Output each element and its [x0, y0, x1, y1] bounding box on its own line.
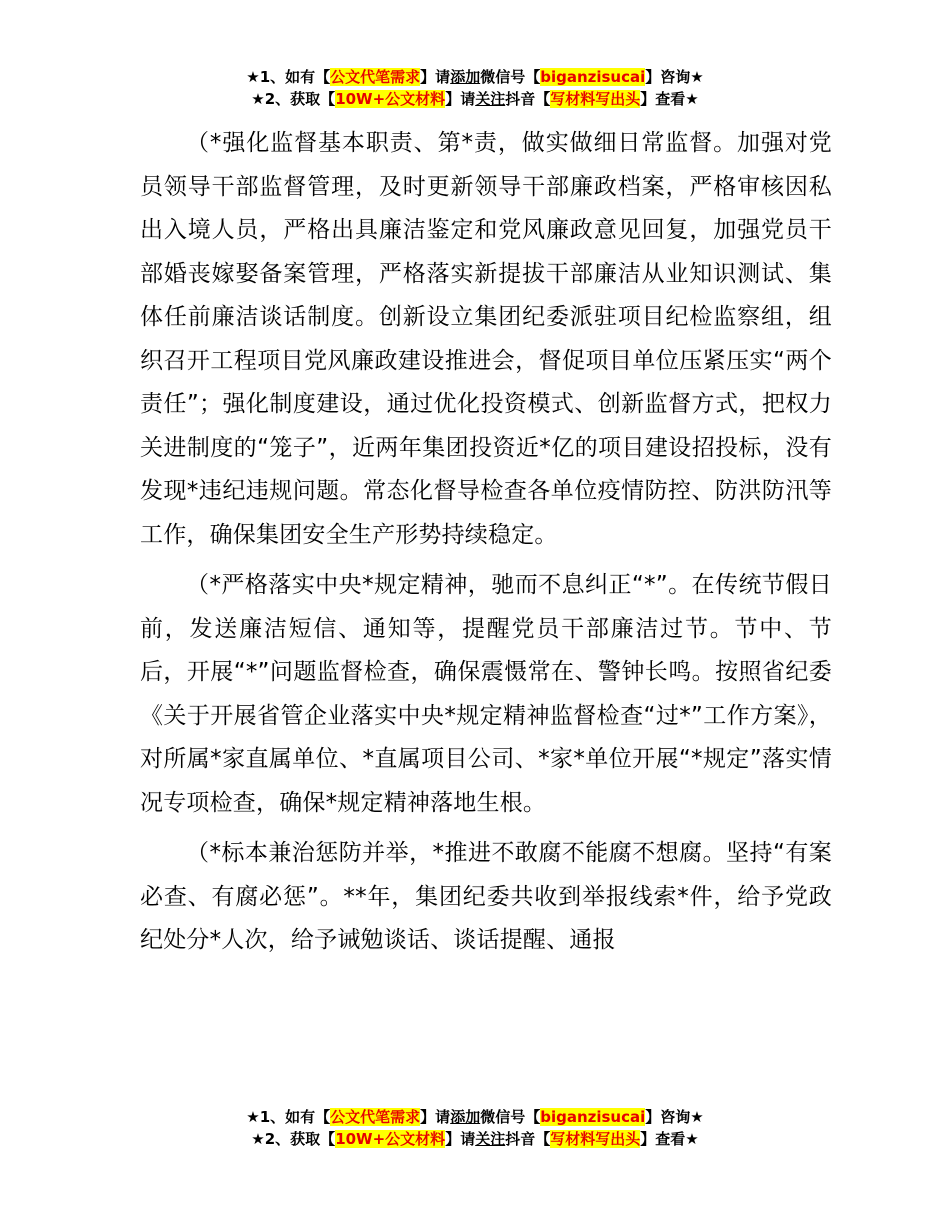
- highlight-douyin: 写材料写出头: [550, 90, 641, 108]
- document-body: [140, 122, 832, 970]
- highlight-materials: 10W+公文材料: [335, 1130, 446, 1148]
- paragraph-2: （*严格落实中央*规定精神，驰而不息纠正“*”。在传统节假日前，发送廉洁短信、通知等，提醒党员干部廉洁过节。节中、节后，开展“*”问题监督检查，确保震慑常在、警钟长鸣。按照省纪委《关于开展省管企业落实中央*规定精神监督检查“过*”工作方案》，对所属*家直属单位、*直属项目公司、*家*单位开展“*规定”落实情况专项检查，确保*规定精神落地生根。: [140, 572, 832, 816]
- banner-line-2: ★2、获取【10W+公文材料】请关注抖音【写材料写出头】查看★: [251, 1130, 699, 1148]
- highlight-service: 公文代笔需求: [330, 1108, 421, 1126]
- highlight-service: 公文代笔需求: [330, 68, 421, 86]
- paragraph-3: （*标本兼治惩防并举，*推进不敢腐不能腐不想腐。坚持“有案必查、有腐必惩”。**年，集团纪委共收到举报线索*件，给予党政纪处分*人次，给予诫勉谈话、谈话提醒、通报: [140, 840, 832, 953]
- footer-banner: [0, 1106, 950, 1150]
- banner-line-2: ★2、获取【10W+公文材料】请关注抖音【写材料写出头】查看★: [251, 90, 699, 108]
- highlight-douyin: 写材料写出头: [550, 1130, 641, 1148]
- header-banner: [0, 66, 950, 110]
- banner-line-1: ★1、如有【公文代笔需求】请添加微信号【biganzisucai】咨询★: [246, 1108, 704, 1126]
- highlight-wechat-id: biganzisucai: [540, 68, 646, 86]
- highlight-materials: 10W+公文材料: [335, 90, 446, 108]
- paragraph-1: （*强化监督基本职责、第*责，做实做细日常监督。加强对党员领导干部监督管理，及时更新领导干部廉政档案，严格审核因私出入境人员，严格出具廉洁鉴定和党风廉政意见回复，加强党员干部婚丧嫁娶备案管理，严格落实新提拔干部廉洁从业知识测试、集体任前廉洁谈话制度。创新设立集团纪委派驻项目纪检监察组，组织召开工程项目党风廉政建设推进会，督促项目单位压紧压实“两个责任”；强化制度建设，通过优化投资模式、创新监督方式，把权力关进制度的“笼子”，近两年集团投资近*亿的项目建设招投标，没有发现*违纪违规问题。常态化督导检查各单位疫情防控、防洪防汛等工作，确保集团安全生产形势持续稳定。: [140, 130, 832, 548]
- highlight-wechat-id: biganzisucai: [540, 1108, 646, 1126]
- banner-line-1: ★1、如有【公文代笔需求】请添加微信号【biganzisucai】咨询★: [246, 68, 704, 86]
